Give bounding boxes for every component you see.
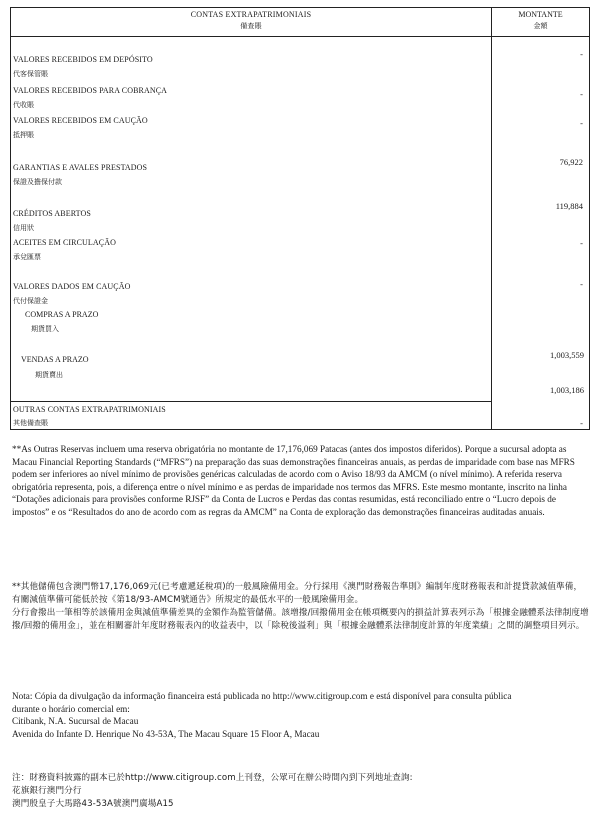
publication-note-line: durante o horário comercial em:: [12, 703, 130, 714]
header-amount-pt: MONTANTE: [518, 10, 563, 19]
header-accounts-pt: CONTAS EXTRAPATRIMONIAIS: [190, 10, 312, 19]
subrow-value: 1,003,559: [550, 350, 584, 360]
header-amount-zh: 金額: [533, 22, 548, 30]
publication-note-pt: [12, 690, 590, 740]
column-divider: [491, 8, 492, 429]
row-label-pt: GARANTIAS E AVALES PRESTADOS: [13, 163, 148, 172]
row-label-pt: VALORES DADOS EM CAUÇÃO: [13, 282, 131, 291]
row-value: -: [580, 418, 583, 428]
header-accounts: [11, 10, 491, 31]
publication-note-line: Nota: Cópia da divulgação da informação financeira está publicada no http://www.citigroup.com e está disponível para consulta pública: [12, 691, 512, 701]
row-label-pt: VALORES RECEBIDOS EM DEPÓSITO: [13, 55, 153, 64]
subrow-label-zh: 期貨買入: [31, 325, 59, 333]
table-row-divider: [11, 401, 491, 402]
reserve-note-zh-text-2: 分行會撥出一筆相等於該備用金與減值準備差異的金額作為監管儲備。該增撥/回撥備用金在帳項概要內的損益計算表列示為「根據金融體系法律制度增撥/回撥的備用金」，並在相關審計年度財務報表內的收益表中，以「除稅後溢利」與「根據金融體系法律制度計算的年度業績」之間的調整項目列示。: [12, 608, 589, 631]
reserve-note-pt-text: **As Outras Reservas incluem uma reserva obrigatória no montante de 17,176,069 Patacas (antes dos impostos diferidos). Porque a sucursal adopta as Macau Financial Reporting Standards (“MFRS”) na preparação das suas demonstrações financeiras anuais, as perdas de imparidade com base nas MFRS podem ser inferiores ao nível mínimo de provisões genéricas calculadas de acordo com o Aviso 18/93 da AMCM (o nível mínimo). A referida reserva obrigatória representa, pois, a diferença entre o nível mínimo e as perdas de imparidade nos termos das MFRS. Este mesmo montante, inscrito na linha “Dotações adicionais para provisões conforme RJSF” da Conta de Lucros e Perdas das contas resumidas, está reconciliado entre o “Lucro depois de impostos” e os “Resultados do ano de acordo com as regras da AMCM” na Conta de exploração das demonstrações financeiras auditadas anuais.: [12, 444, 575, 517]
row-label-zh: 代付保證金: [13, 297, 48, 305]
subrow-label-zh: 期貨賣出: [35, 371, 63, 379]
row-label-zh: 代收賬: [13, 101, 34, 109]
reserve-note-pt: [12, 443, 590, 518]
row-value: -: [580, 279, 583, 289]
publication-note-line: Citibank, N.A. Sucursal de Macau: [12, 716, 139, 726]
header-accounts-zh: 備查賬: [240, 22, 262, 30]
publication-note-zh: [12, 772, 590, 811]
publication-note-zh-line: 澳門殷皇子大馬路43-53A號澳門廣場A15: [12, 799, 174, 809]
row-label-zh: 保證及擔保付款: [13, 178, 62, 186]
row-label-zh: 代客保管賬: [13, 70, 48, 78]
row-label-zh: 承兌匯票: [13, 253, 41, 261]
subrow-value: 1,003,186: [550, 385, 584, 395]
row-value: -: [580, 118, 583, 128]
row-label-zh: 抵押賬: [13, 131, 34, 139]
row-label-zh: 其他備查賬: [13, 419, 48, 427]
publication-note-line: Avenida do Infante D. Henrique No 43-53A, The Macau Square 15 Floor A, Macau: [12, 728, 320, 739]
header-amount: [492, 10, 589, 31]
row-label-zh: 信用狀: [13, 224, 34, 232]
reserve-note-zh: [12, 581, 590, 633]
subrow-label-pt: COMPRAS A PRAZO: [25, 310, 99, 319]
publication-note-zh-line: 花旗銀行澳門分行: [12, 786, 82, 796]
row-label-pt: ACEITES EM CIRCULAÇÃO: [13, 238, 116, 247]
header-divider: [11, 36, 589, 37]
row-value: -: [580, 49, 583, 59]
subrow-label-pt: VENDAS A PRAZO: [21, 355, 89, 364]
row-label-pt: VALORES RECEBIDOS PARA COBRANÇA: [13, 86, 168, 95]
row-value: 76,922: [559, 157, 583, 167]
row-label-pt: VALORES RECEBIDOS EM CAUÇÃO: [13, 116, 148, 125]
reserve-note-zh-text-1: **其他儲備包含澳門幣17,176,069元(已考慮遞延稅項)的一般風險備用金。分行採用《澳門財務報告準則》編制年度財務報表和計提貸款減值準備，有關減值準備可能低於按《第18/93-AMCM號通告》所規定的最低水平的一般風險備用金。: [12, 582, 583, 605]
row-label-pt: OUTRAS CONTAS EXTRAPATRIMONIAIS: [13, 405, 166, 414]
row-value: -: [580, 89, 583, 99]
row-value: 119,884: [555, 201, 583, 211]
row-value: -: [580, 238, 583, 248]
off-balance-sheet-table: [10, 7, 590, 430]
publication-note-zh-line: 注：財務資料披露的副本已於http://www.citigroup.com上刊登，公眾可在辦公時間內到下列地址查詢:: [12, 773, 413, 783]
row-label-pt: CRÉDITOS ABERTOS: [13, 209, 91, 218]
